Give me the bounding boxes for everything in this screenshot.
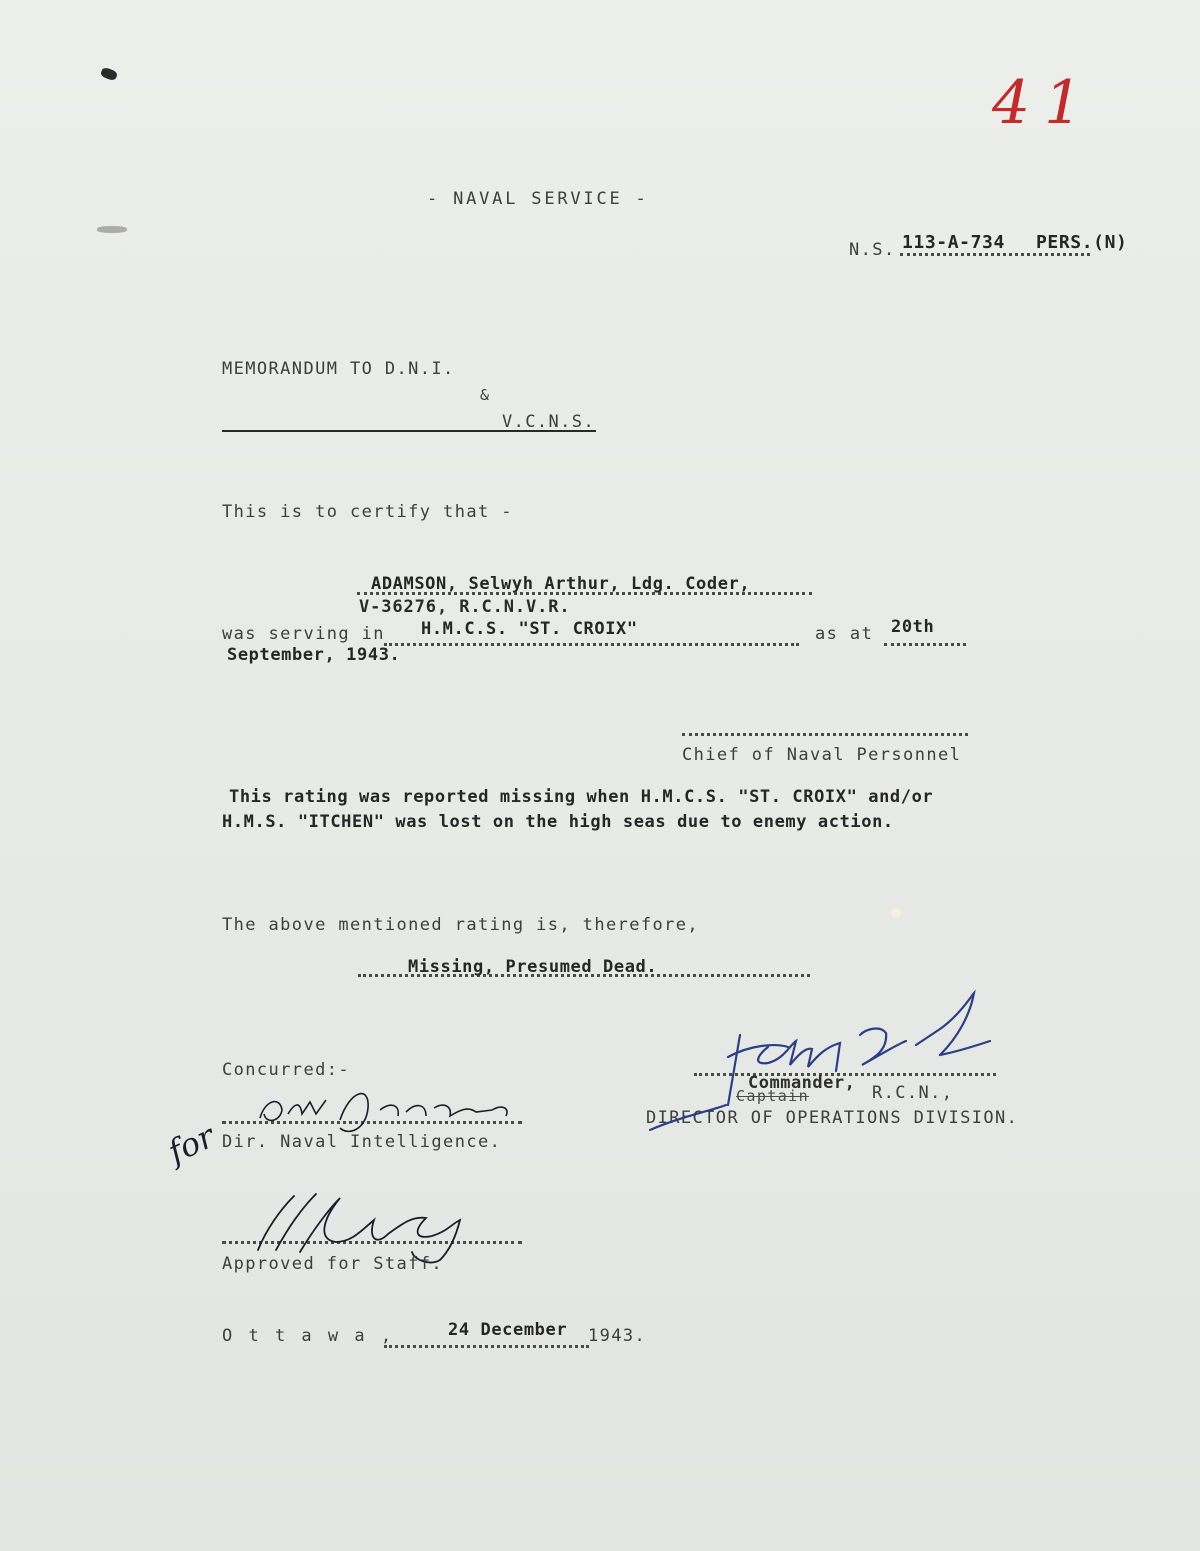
- serving-prefix: was serving in: [222, 624, 385, 644]
- certify-intro: This is to certify that -: [222, 502, 513, 522]
- ship-dots: [384, 643, 799, 646]
- memo-to-line: MEMORANDUM TO D.N.I.: [222, 359, 455, 379]
- page-number: 41: [992, 68, 1097, 138]
- date-dots: [884, 643, 966, 646]
- memo-underline: [222, 430, 596, 432]
- concurred-label: Concurred:-: [222, 1060, 350, 1080]
- file-ref-prefix: N.S.: [849, 240, 896, 260]
- memo-ampersand: &: [480, 386, 491, 404]
- rating-number: V-36276, R.C.N.V.R.: [359, 597, 571, 617]
- rating-month-year: September, 1943.: [227, 645, 401, 665]
- cnp-signature-dots: [682, 733, 968, 736]
- as-at-label: as at: [815, 624, 874, 644]
- ottawa-label: O t t a w a ,: [222, 1326, 395, 1346]
- file-ref-number: 113-A-734: [902, 232, 1005, 253]
- ship-name: H.M.C.S. "ST. CROIX": [421, 619, 638, 639]
- punch-mark-lower: [97, 226, 127, 233]
- ottawa-year: 1943.: [588, 1326, 647, 1346]
- missing-statement-line1: This rating was reported missing when H.M.C.S. "ST. CROIX" and/or: [229, 787, 934, 807]
- director-signature: [640, 985, 1000, 1135]
- staff-title: Approved for Staff.: [222, 1254, 444, 1274]
- director-title: DIRECTOR OF OPERATIONS DIVISION.: [646, 1108, 1019, 1128]
- rating-name-dots: [357, 592, 812, 595]
- file-ref-suffix: PERS.(N): [1036, 232, 1128, 253]
- dni-for-label: for: [162, 1116, 221, 1172]
- cnp-title: Chief of Naval Personnel: [682, 745, 962, 765]
- ottawa-date: 24 December: [448, 1320, 568, 1340]
- dni-signature: [230, 1080, 530, 1140]
- rating-name: ADAMSON, Selwyh Arthur, Ldg. Coder,: [371, 574, 751, 594]
- file-ref-dots: [900, 253, 1090, 256]
- rating-day: 20th: [891, 617, 935, 637]
- header-title: - NAVAL SERVICE -: [427, 189, 649, 209]
- missing-statement-line2: H.M.S. "ITCHEN" was lost on the high seas due to enemy action.: [222, 812, 894, 832]
- ottawa-dots: [384, 1345, 589, 1348]
- director-struck-rank: Captain: [736, 1087, 810, 1105]
- punch-mark-top: [100, 67, 118, 82]
- memo-vcns: V.C.N.S.: [502, 412, 596, 432]
- dni-title: Dir. Naval Intelligence.: [222, 1132, 502, 1152]
- paper-speck: [891, 908, 901, 918]
- director-rank: Commander,: [748, 1073, 856, 1093]
- director-service: R.C.N.,: [872, 1083, 954, 1103]
- status-text: Missing, Presumed Dead.: [408, 957, 658, 977]
- therefore-line: The above mentioned rating is, therefore,: [222, 915, 700, 935]
